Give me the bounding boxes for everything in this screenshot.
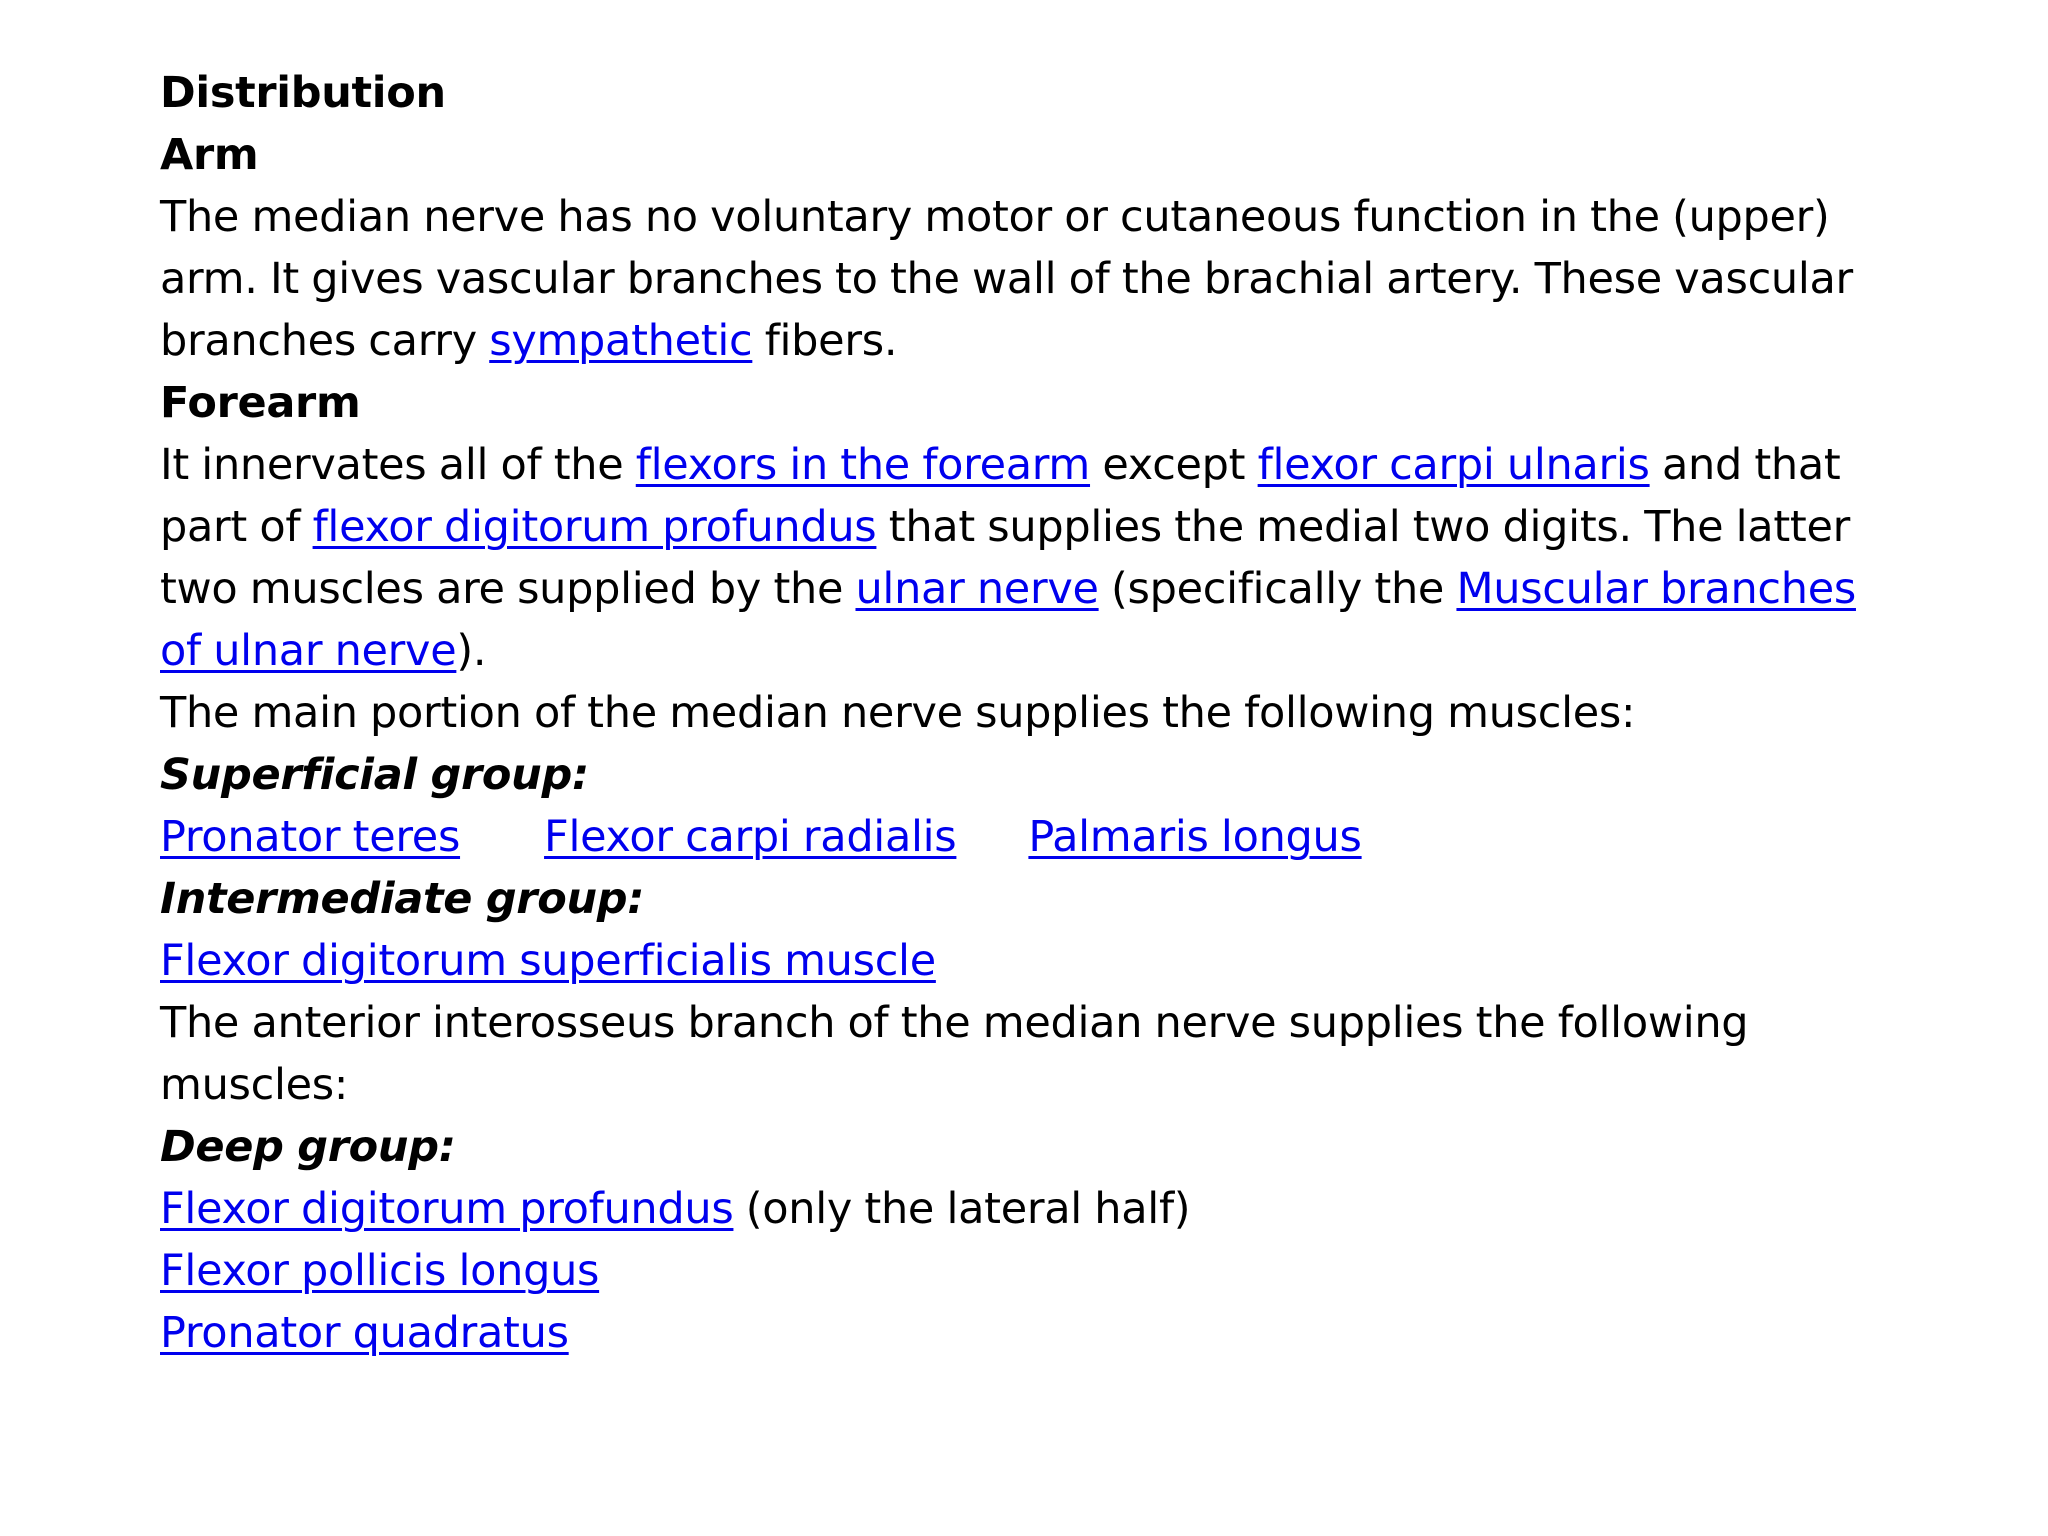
forearm-text: and that xyxy=(1649,440,1841,490)
main-portion-text: The main portion of the median nerve supplies the following muscles: xyxy=(160,688,1636,738)
arm-paragraph-line-2: arm. It gives vascular branches to the wall of the brachial artery. These vascular xyxy=(160,254,1853,304)
link-flexors-in-the-forearm[interactable]: flexors in the forearm xyxy=(635,440,1091,490)
forearm-text: It innervates all of the xyxy=(160,440,636,490)
subheading-arm: Arm xyxy=(160,130,259,180)
anterior-interosseus-line-1: The anterior interosseus branch of the median nerve supplies the following xyxy=(160,998,1749,1048)
forearm-paragraph-line-3 xyxy=(160,558,1910,620)
link-palmaris-longus[interactable]: Palmaris longus xyxy=(1028,812,1362,862)
intermediate-group-links xyxy=(160,930,1910,992)
arm-text: fibers. xyxy=(752,316,898,366)
deep-group-item-pq xyxy=(160,1302,1910,1364)
forearm-text: except xyxy=(1090,440,1258,490)
arm-text: branches carry xyxy=(160,316,490,366)
superficial-group-heading: Superficial group: xyxy=(160,750,589,800)
forearm-text: two muscles are supplied by the xyxy=(160,564,856,614)
link-flexor-digitorum-profundus[interactable]: flexor digitorum profundus xyxy=(312,502,877,552)
link-muscular-branches-of-ulnar-nerve-cont[interactable]: of ulnar nerve xyxy=(160,626,457,676)
link-deep-flexor-digitorum-profundus[interactable]: Flexor digitorum profundus xyxy=(160,1184,734,1234)
link-flexor-carpi-ulnaris[interactable]: flexor carpi ulnaris xyxy=(1257,440,1650,490)
arm-paragraph-line-1: The median nerve has no voluntary motor or cutaneous function in the (upper) xyxy=(160,192,1830,242)
forearm-paragraph-line-2 xyxy=(160,496,1910,558)
forearm-text: (specifically the xyxy=(1098,564,1457,614)
subheading-forearm: Forearm xyxy=(160,378,361,428)
forearm-text: that supplies the medial two digits. The latter xyxy=(876,502,1851,552)
forearm-text: part of xyxy=(160,502,313,552)
deep-group-item-fpl xyxy=(160,1240,1910,1302)
forearm-paragraph-line-4 xyxy=(160,620,1910,682)
deep-group-item-fdp xyxy=(160,1178,1910,1240)
arm-paragraph-line-3 xyxy=(160,310,1910,372)
link-muscular-branches-of-ulnar-nerve[interactable]: Muscular branches xyxy=(1456,564,1856,614)
link-flexor-pollicis-longus[interactable]: Flexor pollicis longus xyxy=(160,1246,600,1296)
superficial-group-links xyxy=(160,806,1910,868)
link-flexor-carpi-radialis[interactable]: Flexor carpi radialis xyxy=(544,812,957,862)
link-flexor-digitorum-superficialis[interactable]: Flexor digitorum superficialis muscle xyxy=(160,936,936,986)
section-heading-distribution: Distribution xyxy=(160,68,446,118)
deep-fdp-note: (only the lateral half) xyxy=(733,1184,1191,1234)
link-ulnar-nerve[interactable]: ulnar nerve xyxy=(855,564,1099,614)
link-sympathetic[interactable]: sympathetic xyxy=(489,316,753,366)
link-pronator-teres[interactable]: Pronator teres xyxy=(160,812,461,862)
forearm-text: ). xyxy=(456,626,487,676)
anterior-interosseus-line-2: muscles: xyxy=(160,1060,349,1110)
intermediate-group-heading: Intermediate group: xyxy=(160,874,645,924)
link-pronator-quadratus[interactable]: Pronator quadratus xyxy=(160,1308,569,1358)
document-page xyxy=(160,62,1910,1364)
deep-group-heading: Deep group: xyxy=(160,1122,456,1172)
forearm-paragraph-line-1 xyxy=(160,434,1910,496)
